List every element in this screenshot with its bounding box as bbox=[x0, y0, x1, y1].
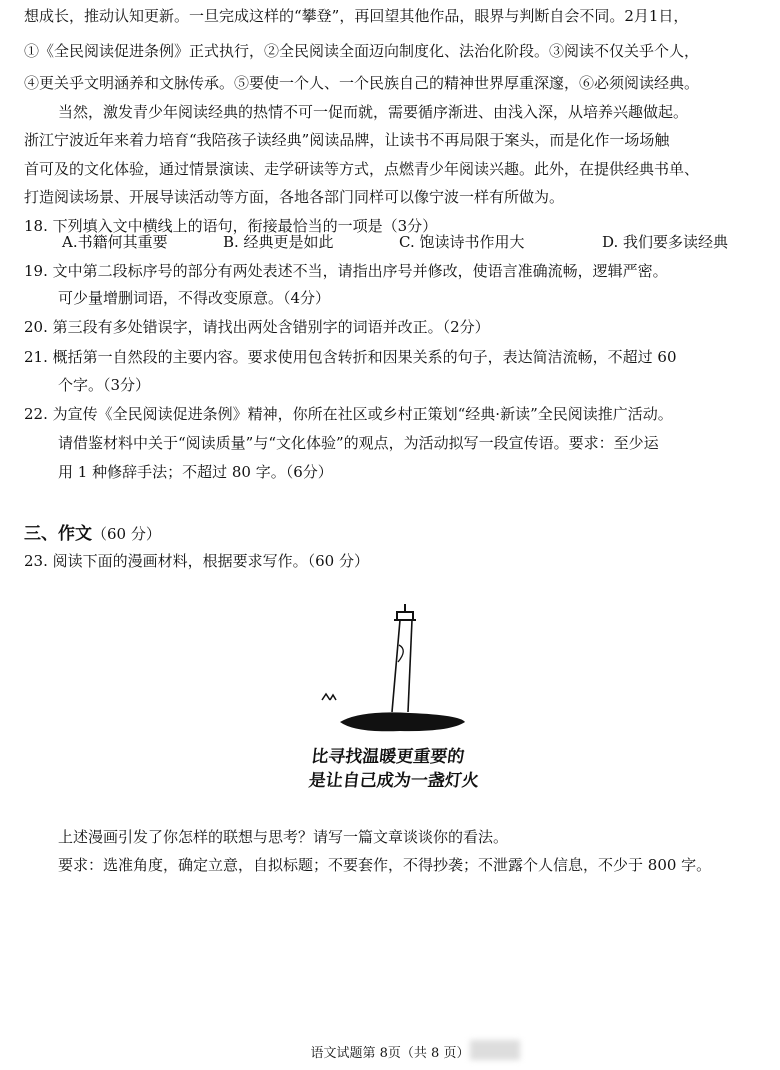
section-3-title: 三、作文（60 分） bbox=[24, 524, 161, 544]
passage-line: 打造阅读场景、开展导读活动等方面，各地各部门同样可以像宁波一样有所做为。 bbox=[24, 188, 565, 206]
prompt-line: 上述漫画引发了你怎样的联想与思考？请写一篇文章谈谈你的看法。 bbox=[58, 828, 509, 846]
option-b: B. 经典更是如此 bbox=[223, 233, 334, 251]
passage-line: 首可及的文化体验，通过情景演读、走学研读等方式，点燃青少年阅读兴趣。此外，在提供经典书单、 bbox=[24, 160, 700, 178]
question-21: 21. 概括第一自然段的主要内容。要求使用包含转折和因果关系的句子，表达简洁流畅，不超过 60 bbox=[24, 348, 677, 366]
question-22-cont2: 用 1 种修辞手法；不超过 80 字。（6分） bbox=[58, 463, 333, 481]
question-18: 18. 下列填入文中横线上的语句，衔接最恰当的一项是（3分） bbox=[24, 217, 438, 235]
scan-smudge bbox=[470, 1040, 520, 1060]
passage-line: 想成长，推动认知更新。一旦完成这样的“攀登”，再回望其他作品，眼界与判断自会不同。2月1日， bbox=[24, 7, 689, 25]
question-23: 23. 阅读下面的漫画材料，根据要求写作。（60 分） bbox=[24, 552, 369, 570]
question-22-cont: 请借鉴材料中关于“阅读质量”与“文化体验”的观点，为活动拟写一段宣传语。要求：至少运 bbox=[58, 434, 659, 452]
cartoon-caption: 比寻找温暖更重要的 是让自己成为一盏灯火 bbox=[307, 747, 480, 791]
question-20: 20. 第三段有多处错误字，请找出两处含错别字的词语并改正。（2分） bbox=[24, 318, 490, 336]
question-21-cont: 个字。（3分） bbox=[58, 376, 151, 394]
question-19: 19. 文中第二段标序号的部分有两处表述不当，请指出序号并修改，使语言准确流畅，逻辑严密。 bbox=[24, 262, 668, 280]
question-19-cont: 可少量增删词语，不得改变原意。（4分） bbox=[58, 289, 331, 307]
passage-line: ④更关乎文明涵养和文脉传承。⑤要使一个人、一个民族自己的精神世界厚重深邃，⑥必须阅读经典。 bbox=[24, 74, 700, 92]
passage-line: 浙江宁波近年来着力培育“我陪孩子读经典”阅读品牌，让读书不再局限于案头，而是化作一场场触 bbox=[24, 131, 670, 149]
passage-line: ①《全民阅读促进条例》正式执行，②全民阅读全面迈向制度化、法治化阶段。③阅读不仅关乎个人， bbox=[24, 42, 700, 60]
requirements-line: 要求：选准角度，确定立意，自拟标题；不要套作，不得抄袭；不泄露个人信息，不少于 800 字。 bbox=[58, 856, 712, 874]
option-a: A.书籍何其重要 bbox=[62, 233, 168, 251]
option-c: C. 饱读诗书作用大 bbox=[399, 233, 525, 251]
page-footer: 语文试题第 8页（共 8 页） bbox=[310, 1046, 470, 1061]
option-d: D. 我们要多读经典 bbox=[602, 233, 729, 251]
question-22: 22. 为宣传《全民阅读促进条例》精神，你所在社区或乡村正策划“经典·新读”全民阅读推广活动。 bbox=[24, 405, 673, 423]
passage-line: 当然，激发青少年阅读经典的热情不可一促而就，需要循序渐进、由浅入深，从培养兴趣做起。 bbox=[58, 103, 689, 121]
